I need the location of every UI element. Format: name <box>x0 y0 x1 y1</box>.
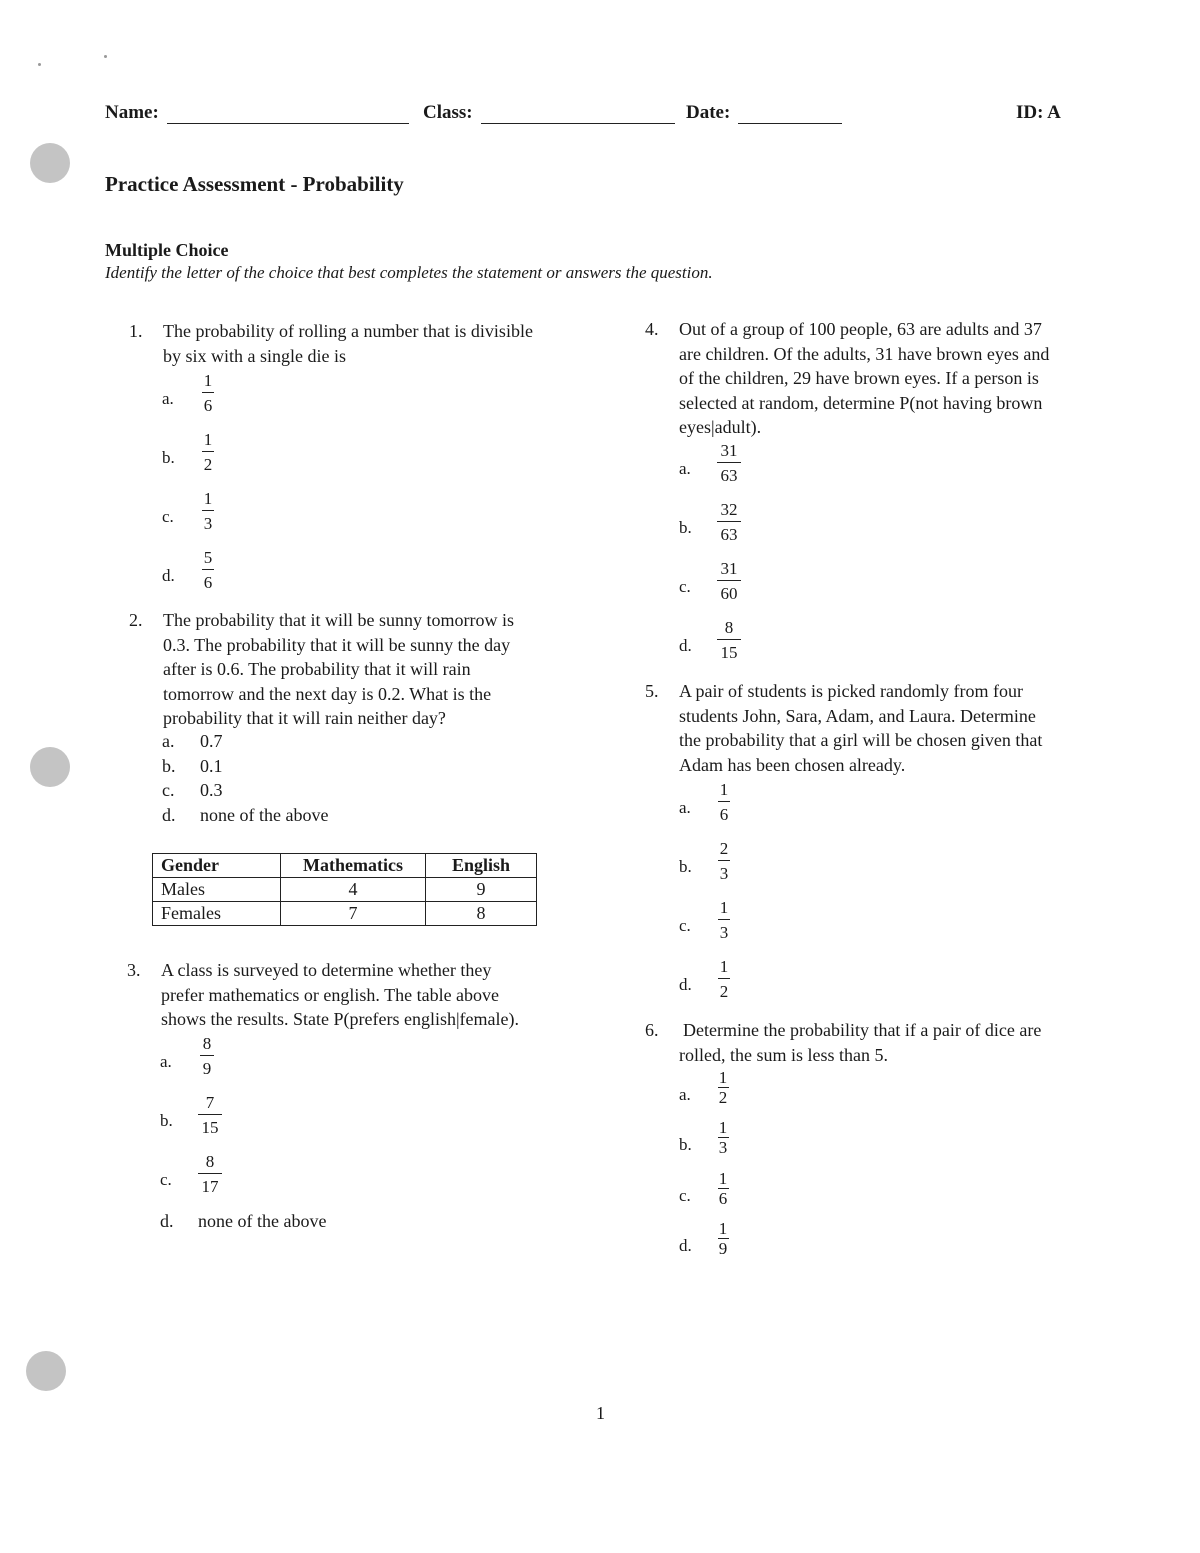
option-fraction[interactable] <box>715 618 743 662</box>
denominator: 63 <box>720 466 738 486</box>
option-letter[interactable]: b. <box>162 448 175 467</box>
option-fraction[interactable] <box>199 430 217 474</box>
option-fraction[interactable] <box>196 1152 224 1196</box>
question-6 <box>645 1018 1042 1067</box>
numerator: 1 <box>203 489 213 508</box>
table-row <box>153 878 537 902</box>
table-cell: Males <box>153 878 281 902</box>
question-line: 0.3. The probability that it will be sunny the day <box>163 634 511 655</box>
option-row[interactable] <box>162 731 223 752</box>
denominator: 9 <box>202 1059 212 1079</box>
question-line: rolled, the sum is less than 5. <box>679 1044 888 1065</box>
denominator: 6 <box>203 396 213 416</box>
speck <box>38 63 41 66</box>
table-cell: 8 <box>426 902 537 926</box>
question-4 <box>645 317 1050 440</box>
denominator: 3 <box>719 864 729 884</box>
speck <box>104 55 107 58</box>
option-text: 0.3 <box>200 780 223 800</box>
option-letter: d. <box>160 1211 174 1231</box>
option-fraction[interactable] <box>715 898 733 942</box>
question-line: Out of a group of 100 people, 63 are adults and 37 <box>679 319 1042 339</box>
option-text: 0.7 <box>200 731 223 751</box>
question-number: 1. <box>129 321 143 341</box>
table-row <box>153 902 537 926</box>
numerator: 1 <box>719 898 729 917</box>
binder-hole <box>30 143 70 183</box>
numerator: 1 <box>719 957 729 976</box>
question-line: are children. Of the adults, 31 have brown eyes and <box>679 343 1050 364</box>
option-letter: a. <box>162 731 175 751</box>
option-row[interactable] <box>162 756 223 777</box>
gender-subject-table <box>152 853 537 926</box>
numerator: 2 <box>719 839 729 858</box>
denominator: 9 <box>718 1239 728 1259</box>
numerator: 5 <box>203 548 213 567</box>
question-2 <box>129 608 514 731</box>
denominator: 2 <box>718 1088 728 1108</box>
table-header-row <box>153 854 537 878</box>
question-number: 2. <box>129 610 143 630</box>
question-number: 3. <box>127 960 141 980</box>
option-row[interactable] <box>160 1211 326 1232</box>
option-letter: d. <box>162 805 176 825</box>
date-field <box>686 102 842 124</box>
question-line: The probability of rolling a number that is divisible <box>163 321 533 341</box>
numerator: 31 <box>720 441 738 460</box>
page-number: 1 <box>596 1403 605 1423</box>
question-line: selected at random, determine P(not having brown <box>679 392 1043 413</box>
option-letter[interactable]: a. <box>162 389 174 408</box>
numerator: 1 <box>718 1118 728 1137</box>
denominator: 63 <box>720 525 738 545</box>
numerator: 1 <box>718 1068 728 1087</box>
question-line: of the children, 29 have brown eyes. If a person is <box>679 368 1039 388</box>
denominator: 17 <box>201 1177 219 1197</box>
option-text: none of the above <box>198 1211 327 1231</box>
section-instructions: Identify the letter of the choice that best completes the statement or answers the question. <box>105 263 713 282</box>
option-letter[interactable]: a. <box>679 798 691 817</box>
option-row[interactable] <box>162 805 328 826</box>
question-line: tomorrow and the next day is 0.2. What is the <box>163 683 492 704</box>
date-label: Date: <box>686 102 731 123</box>
denominator: 6 <box>203 573 213 593</box>
denominator: 6 <box>718 1189 728 1209</box>
option-fraction[interactable] <box>715 559 743 603</box>
option-letter[interactable]: a. <box>160 1052 172 1071</box>
binder-hole <box>30 747 70 787</box>
question-line: the probability that a girl will be chosen given that <box>679 730 1043 750</box>
denominator: 15 <box>201 1118 219 1138</box>
denominator: 15 <box>720 643 738 663</box>
option-letter[interactable]: c. <box>160 1170 172 1189</box>
option-letter[interactable]: d. <box>162 566 175 585</box>
numerator: 32 <box>720 500 738 519</box>
option-fraction[interactable] <box>199 548 217 592</box>
question-line: Adam has been chosen already. <box>679 754 906 775</box>
question-line: shows the results. State P(prefers english|female). <box>161 1009 520 1029</box>
option-text: none of the above <box>200 805 329 825</box>
question-line: eyes|adult). <box>679 417 762 437</box>
option-letter[interactable]: b. <box>160 1111 173 1130</box>
option-letter: c. <box>162 780 175 800</box>
option-letter[interactable]: d. <box>679 975 692 994</box>
option-text: 0.1 <box>200 756 223 776</box>
name-line[interactable] <box>167 103 409 124</box>
numerator: 1 <box>719 780 729 799</box>
option-fraction[interactable] <box>715 441 743 485</box>
name-field <box>105 102 409 124</box>
question-line: The probability that it will be sunny tomorrow is <box>163 610 514 630</box>
table-header-cell: Mathematics <box>281 854 426 878</box>
option-fraction[interactable] <box>199 489 217 533</box>
numerator: 1 <box>203 371 213 390</box>
denominator: 60 <box>720 584 738 604</box>
table-cell: 7 <box>281 902 426 926</box>
option-row[interactable] <box>162 780 223 801</box>
table-header-cell: Gender <box>153 854 281 878</box>
denominator: 6 <box>719 805 729 825</box>
question-3 <box>127 958 520 1032</box>
numerator: 8 <box>205 1152 215 1171</box>
option-fraction[interactable] <box>199 371 217 415</box>
numerator: 31 <box>720 559 738 578</box>
option-letter[interactable]: c. <box>679 916 691 935</box>
option-fraction[interactable] <box>715 780 733 824</box>
denominator: 3 <box>718 1138 728 1158</box>
option-fraction[interactable] <box>715 839 733 883</box>
question-number: 5. <box>645 681 659 701</box>
class-field <box>423 102 675 124</box>
date-line[interactable] <box>738 103 842 124</box>
option-letter[interactable]: b. <box>679 857 692 876</box>
question-line: Determine the probability that if a pair of dice are <box>683 1020 1042 1040</box>
name-label: Name: <box>105 102 159 123</box>
option-fraction[interactable] <box>715 957 733 1001</box>
numerator: 8 <box>724 618 734 637</box>
question-number: 6. <box>645 1020 659 1040</box>
option-letter: b. <box>162 756 176 776</box>
question-line: after is 0.6. The probability that it will rain <box>163 659 471 679</box>
option-letter[interactable]: d. <box>679 1236 692 1255</box>
page-title: Practice Assessment - Probability <box>105 172 404 196</box>
id-label: ID: A <box>1016 102 1061 123</box>
option-fraction[interactable] <box>714 1119 732 1156</box>
option-letter[interactable]: a. <box>679 1085 691 1104</box>
option-fraction[interactable] <box>714 1069 732 1106</box>
denominator: 3 <box>719 923 729 943</box>
option-letter[interactable]: d. <box>679 636 692 655</box>
numerator: 7 <box>205 1093 215 1112</box>
option-fraction[interactable] <box>196 1034 218 1078</box>
option-fraction[interactable] <box>714 1170 732 1207</box>
option-letter[interactable]: c. <box>679 577 691 596</box>
question-line: A pair of students is picked randomly from four <box>679 681 1023 701</box>
option-fraction[interactable] <box>715 500 743 544</box>
question-5 <box>645 679 1043 777</box>
question-line: by six with a single die is <box>163 345 346 366</box>
binder-hole <box>26 1351 66 1391</box>
question-line: prefer mathematics or english. The table above <box>161 984 500 1005</box>
numerator: 8 <box>202 1034 212 1053</box>
numerator: 1 <box>203 430 213 449</box>
option-fraction[interactable] <box>714 1220 732 1257</box>
option-letter[interactable]: b. <box>679 1135 692 1154</box>
table-header-cell: English <box>426 854 537 878</box>
option-letter[interactable]: a. <box>679 459 691 478</box>
option-letter[interactable]: c. <box>162 507 174 526</box>
table-cell: 9 <box>426 878 537 902</box>
numerator: 1 <box>718 1219 728 1238</box>
option-letter[interactable]: c. <box>679 1186 691 1205</box>
denominator: 3 <box>203 514 213 534</box>
section-heading: Multiple Choice <box>105 240 229 260</box>
question-line: students John, Sara, Adam, and Laura. Determine <box>679 705 1036 726</box>
option-fraction[interactable] <box>196 1093 224 1137</box>
denominator: 2 <box>719 982 729 1002</box>
denominator: 2 <box>203 455 213 475</box>
question-number: 4. <box>645 319 659 339</box>
class-label: Class: <box>423 102 473 123</box>
class-line[interactable] <box>481 103 675 124</box>
question-line: probability that it will rain neither day? <box>163 708 446 728</box>
question-1 <box>129 319 533 368</box>
table-cell: 4 <box>281 878 426 902</box>
numerator: 1 <box>718 1169 728 1188</box>
option-letter[interactable]: b. <box>679 518 692 537</box>
question-line: A class is surveyed to determine whether they <box>161 960 492 980</box>
table-cell: Females <box>153 902 281 926</box>
